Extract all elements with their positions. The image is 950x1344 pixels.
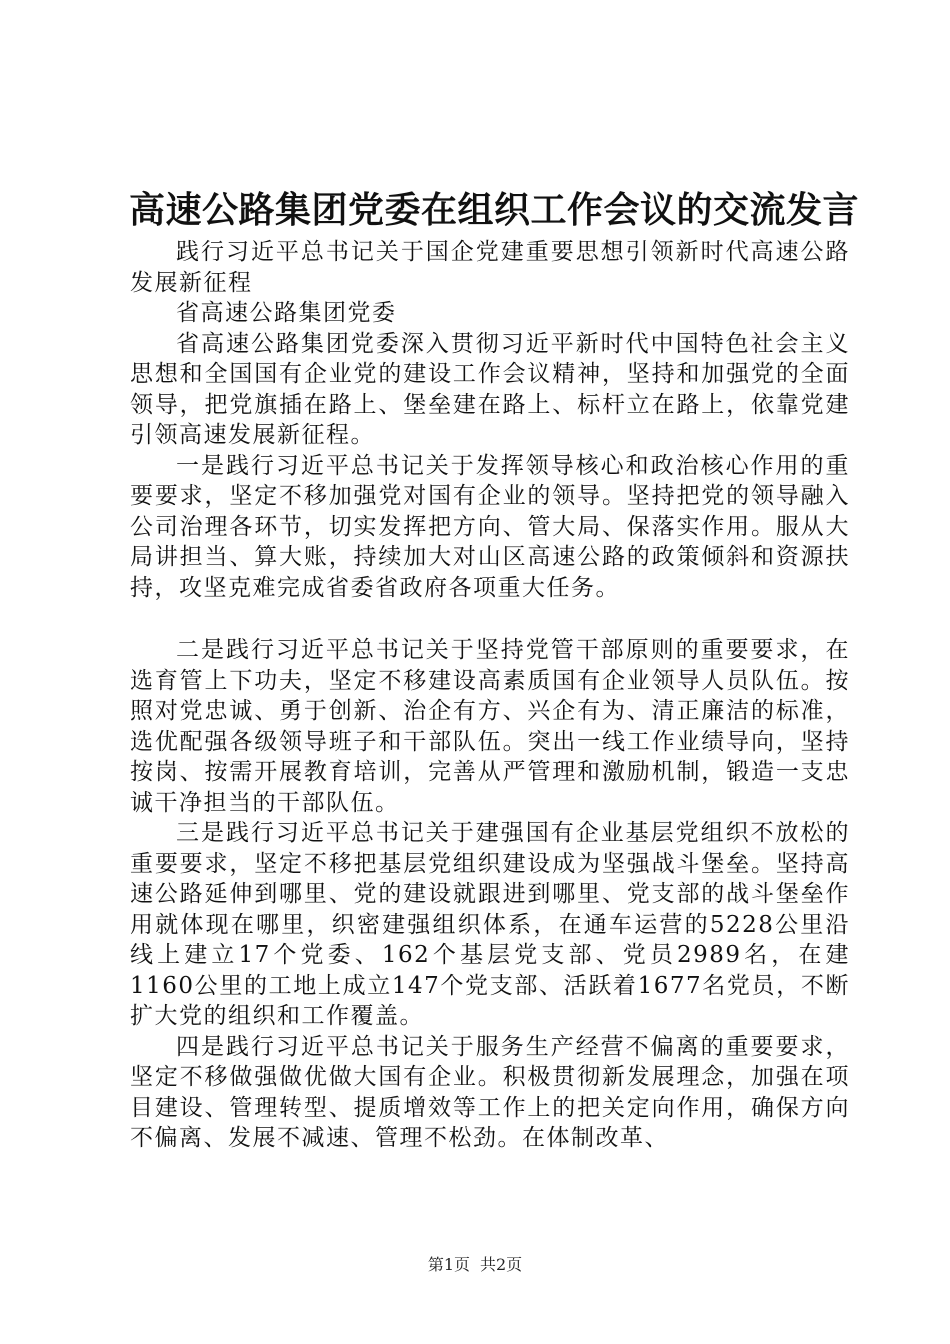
- document-body: [130, 237, 850, 1154]
- point-one-paragraph: 一是践行习近平总书记关于发挥领导核心和政治核心作用的重要要求，坚定不移加强党对国有企业的领导。坚持把党的领导融入公司治理各环节，切实发挥把方向、管大局、保落实作用。服从大局讲担当、算大账，持续加大对山区高速公路的政策倾斜和资源扶持，攻坚克难完成省委省政府各项重大任务。: [130, 452, 850, 601]
- intro-paragraph: 省高速公路集团党委深入贯彻习近平新时代中国特色社会主义思想和全国国有企业党的建设工作会议精神，坚持和加强党的全面领导，把党旗插在路上、堡垒建在路上、标杆立在路上，依靠党建引领高速发展新征程。: [130, 330, 850, 448]
- page-total: 共2页: [480, 1255, 523, 1274]
- page-number: 第1页: [427, 1255, 470, 1274]
- document-title: 高速公路集团党委在组织工作会议的交流发言: [129, 189, 860, 231]
- point-two-paragraph: 二是践行习近平总书记关于坚持党管干部原则的重要要求，在选育管上下功夫，坚定不移建设高素质国有企业领导人员队伍。按照对党忠诚、勇于创新、治企有方、兴企有为、清正廉洁的标准，选优配强各级领导班子和干部队伍。突出一线工作业绩导向，坚持按岗、按需开展教育培训，完善从严管理和激励机制，锻造一支忠诚干净担当的干部队伍。: [130, 637, 850, 816]
- author-line: 省高速公路集团党委: [176, 300, 397, 326]
- point-three-paragraph: 三是践行习近平总书记关于建强国有企业基层党组织不放松的重要要求，坚定不移把基层党组织建设成为坚强战斗堡垒。坚持高速公路延伸到哪里、党的建设就跟进到哪里、党支部的战斗堡垒作用就体现在哪里，织密建强组织体系，在通车运营的5228公里沿线上建立17个党委、162个基层党支部、党员2989名，在建1160公里的工地上成立147个党支部、活跃着1677名党员，不断扩大党的组织和工作覆盖。: [130, 820, 850, 1029]
- subtitle-paragraph: 践行习近平总书记关于国企党建重要思想引领新时代高速公路发展新征程: [130, 239, 850, 296]
- page-footer: [0, 1255, 950, 1275]
- point-four-paragraph: 四是践行习近平总书记关于服务生产经营不偏离的重要要求，坚定不移做强做优做大国有企业。积极贯彻新发展理念，加强在项目建设、管理转型、提质增效等工作上的把关定向作用，确保方向不偏离、发展不减速、管理不松劲。在体制改革、: [130, 1033, 850, 1151]
